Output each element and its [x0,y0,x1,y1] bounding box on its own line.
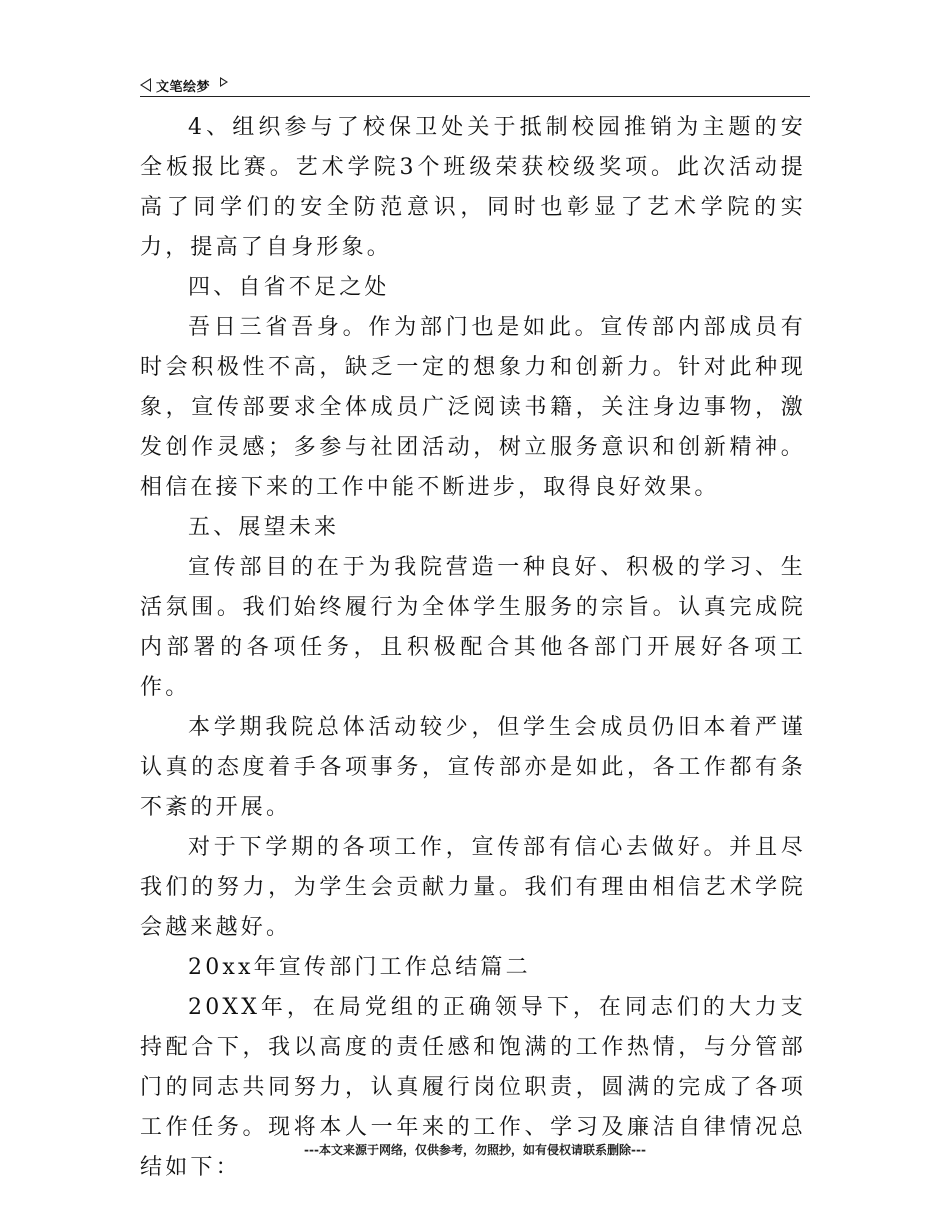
section-heading-shortcomings: 四、自省不足之处 [188,275,390,300]
paragraph-next-semester: 对于下学期的各项工作，宣传部有信心去做好。并且尽我们的努力，为学生会贡献力量。我们有理由相信艺术学院会越来越好。 [140,835,806,940]
paragraph-item-4: 4、组织参与了校保卫处关于抵制校园推销为主题的安全板报比赛。艺术学院3个班级荣获校级奖项。此次活动提高了同学们的安全防范意识，同时也彰显了艺术学院的实力，提高了自身形象。 [140,115,806,260]
paragraph-purpose: 宣传部目的在于为我院营造一种良好、积极的学习、生活氛围。我们始终履行为全体学生服务的宗旨。认真完成院内部署的各项任务，且积极配合其他各部门开展好各项工作。 [140,555,806,700]
paragraph-self-reflection: 吾日三省吾身。作为部门也是如此。宣传部内部成员有时会积极性不高，缺乏一定的想象力和创新力。针对此种现象，宣传部要求全体成员广泛阅读书籍，关注身边事物，激发创作灵感；多参与社团活动，树立服务意识和创新精神。相信在接下来的工作中能不断进步，取得良好效果。 [140,315,806,500]
right-triangle-icon [220,77,228,87]
paragraph-annual-intro: 20XX年，在局党组的正确领导下，在同志们的大力支持配合下，我以高度的责任感和饱满的工作热情，与分管部门的同志共同努力，认真履行岗位职责，圆满的完成了各项工作任务。现将本人一年来的工作、学习及廉洁自律情况总结如下： [140,995,806,1180]
paragraph-semester-summary: 本学期我院总体活动较少，但学生会成员仍旧本着严谨认真的态度着手各项事务，宣传部亦是如此，各工作都有条不紊的开展。 [140,715,806,820]
section-heading-outlook: 五、展望未来 [188,515,340,540]
article-title-part-two: 20xx年宣传部门工作总结篇二 [188,955,531,980]
page-footer-disclaimer: ---本文来源于网络，仅供参考，勿照抄，如有侵权请联系删除--- [304,1143,646,1157]
document-body [140,108,806,1188]
page-header [140,74,810,97]
left-triangle-icon [140,78,151,92]
header-title: 文笔绘梦 [156,79,211,95]
